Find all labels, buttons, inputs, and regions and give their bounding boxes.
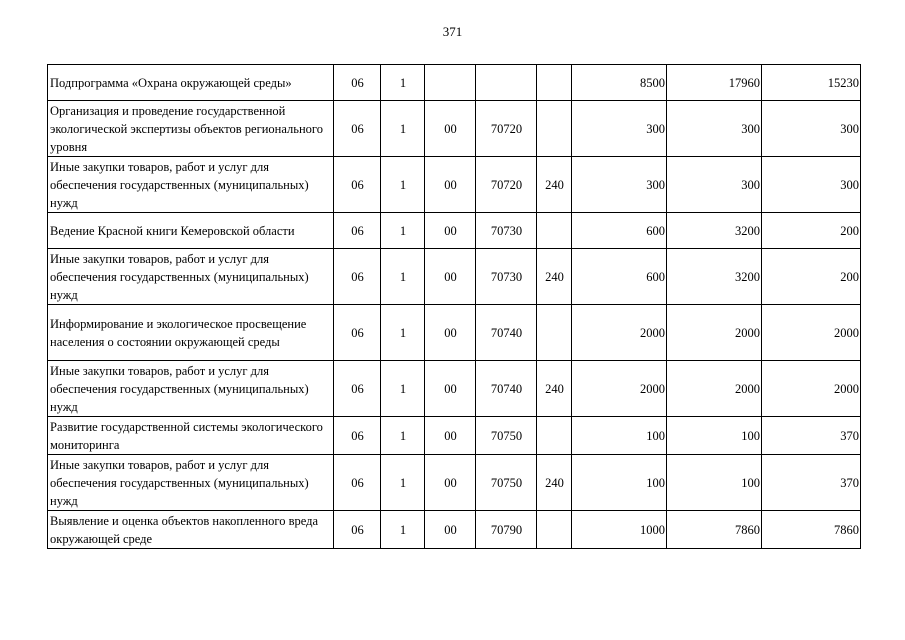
code-section-cell: 06 — [334, 249, 381, 305]
amount-2-cell: 300 — [667, 157, 762, 213]
table-row — [48, 511, 861, 549]
amount-2-cell: 2000 — [667, 361, 762, 417]
amount-1-cell: 600 — [572, 213, 667, 249]
code-direction-cell: 70720 — [476, 157, 537, 213]
code-subprogram-cell: 00 — [425, 157, 476, 213]
code-section-cell: 06 — [334, 361, 381, 417]
amount-3-cell: 370 — [762, 417, 861, 455]
table-row — [48, 417, 861, 455]
code-program-cell: 1 — [381, 157, 425, 213]
code-direction-cell: 70790 — [476, 511, 537, 549]
table-row — [48, 157, 861, 213]
code-expense-type-cell: 240 — [537, 361, 572, 417]
table-row — [48, 249, 861, 305]
amount-3-cell: 200 — [762, 213, 861, 249]
row-name-cell: Иные закупки товаров, работ и услуг для обеспечения государственных (муниципальных) нужд — [48, 157, 334, 213]
code-expense-type-cell: 240 — [537, 455, 572, 511]
code-program-cell: 1 — [381, 417, 425, 455]
amount-1-cell: 300 — [572, 157, 667, 213]
code-section-cell: 06 — [334, 455, 381, 511]
row-name-cell: Иные закупки товаров, работ и услуг для обеспечения государственных (муниципальных) нужд — [48, 249, 334, 305]
code-subprogram-cell — [425, 65, 476, 101]
amount-3-cell: 200 — [762, 249, 861, 305]
code-expense-type-cell — [537, 101, 572, 157]
row-name-cell: Информирование и экологическое просвещение населения о состоянии окружающей среды — [48, 305, 334, 361]
code-direction-cell: 70740 — [476, 305, 537, 361]
code-expense-type-cell — [537, 213, 572, 249]
amount-2-cell: 300 — [667, 101, 762, 157]
code-subprogram-cell: 00 — [425, 213, 476, 249]
amount-2-cell: 17960 — [667, 65, 762, 101]
code-section-cell: 06 — [334, 157, 381, 213]
amount-2-cell: 7860 — [667, 511, 762, 549]
amount-3-cell: 300 — [762, 157, 861, 213]
code-section-cell: 06 — [334, 417, 381, 455]
code-direction-cell: 70730 — [476, 249, 537, 305]
code-program-cell: 1 — [381, 511, 425, 549]
code-direction-cell: 70730 — [476, 213, 537, 249]
code-subprogram-cell: 00 — [425, 305, 476, 361]
table-row — [48, 305, 861, 361]
code-program-cell: 1 — [381, 101, 425, 157]
amount-3-cell: 7860 — [762, 511, 861, 549]
code-expense-type-cell: 240 — [537, 249, 572, 305]
amount-1-cell: 100 — [572, 417, 667, 455]
table-row — [48, 455, 861, 511]
amount-3-cell: 2000 — [762, 305, 861, 361]
code-direction-cell: 70750 — [476, 455, 537, 511]
budget-table — [47, 64, 861, 549]
code-program-cell: 1 — [381, 249, 425, 305]
amount-1-cell: 2000 — [572, 305, 667, 361]
code-subprogram-cell: 00 — [425, 455, 476, 511]
amount-2-cell: 3200 — [667, 249, 762, 305]
table-row — [48, 65, 861, 101]
code-expense-type-cell — [537, 305, 572, 361]
amount-2-cell: 2000 — [667, 305, 762, 361]
amount-3-cell: 370 — [762, 455, 861, 511]
amount-2-cell: 3200 — [667, 213, 762, 249]
code-program-cell: 1 — [381, 455, 425, 511]
code-section-cell: 06 — [334, 65, 381, 101]
code-program-cell: 1 — [381, 361, 425, 417]
amount-2-cell: 100 — [667, 417, 762, 455]
code-section-cell: 06 — [334, 101, 381, 157]
code-subprogram-cell: 00 — [425, 101, 476, 157]
code-subprogram-cell: 00 — [425, 249, 476, 305]
table-row — [48, 361, 861, 417]
code-direction-cell: 70740 — [476, 361, 537, 417]
code-expense-type-cell — [537, 65, 572, 101]
amount-1-cell: 2000 — [572, 361, 667, 417]
code-subprogram-cell: 00 — [425, 417, 476, 455]
code-direction-cell — [476, 65, 537, 101]
amount-3-cell: 300 — [762, 101, 861, 157]
code-section-cell: 06 — [334, 305, 381, 361]
table-row — [48, 213, 861, 249]
amount-2-cell: 100 — [667, 455, 762, 511]
page-number: 371 — [442, 24, 463, 39]
code-direction-cell: 70750 — [476, 417, 537, 455]
code-direction-cell: 70720 — [476, 101, 537, 157]
amount-1-cell: 300 — [572, 101, 667, 157]
code-expense-type-cell: 240 — [537, 157, 572, 213]
row-name-cell: Ведение Красной книги Кемеровской области — [48, 213, 334, 249]
code-subprogram-cell: 00 — [425, 511, 476, 549]
code-program-cell: 1 — [381, 65, 425, 101]
amount-3-cell: 2000 — [762, 361, 861, 417]
code-subprogram-cell: 00 — [425, 361, 476, 417]
row-name-cell: Подпрограмма «Охрана окружающей среды» — [48, 65, 334, 101]
row-name-cell: Организация и проведение государственной экологической экспертизы объектов регионального уровня — [48, 101, 334, 157]
row-name-cell: Выявление и оценка объектов накопленного вреда окружающей среде — [48, 511, 334, 549]
table-row — [48, 101, 861, 157]
table-body — [48, 65, 861, 549]
code-section-cell: 06 — [334, 213, 381, 249]
row-name-cell: Иные закупки товаров, работ и услуг для обеспечения государственных (муниципальных) нужд — [48, 361, 334, 417]
row-name-cell: Иные закупки товаров, работ и услуг для обеспечения государственных (муниципальных) нужд — [48, 455, 334, 511]
amount-1-cell: 100 — [572, 455, 667, 511]
row-name-cell: Развитие государственной системы экологического мониторинга — [48, 417, 334, 455]
code-program-cell: 1 — [381, 305, 425, 361]
code-expense-type-cell — [537, 417, 572, 455]
amount-3-cell: 15230 — [762, 65, 861, 101]
amount-1-cell: 8500 — [572, 65, 667, 101]
code-program-cell: 1 — [381, 213, 425, 249]
amount-1-cell: 600 — [572, 249, 667, 305]
code-section-cell: 06 — [334, 511, 381, 549]
code-expense-type-cell — [537, 511, 572, 549]
amount-1-cell: 1000 — [572, 511, 667, 549]
